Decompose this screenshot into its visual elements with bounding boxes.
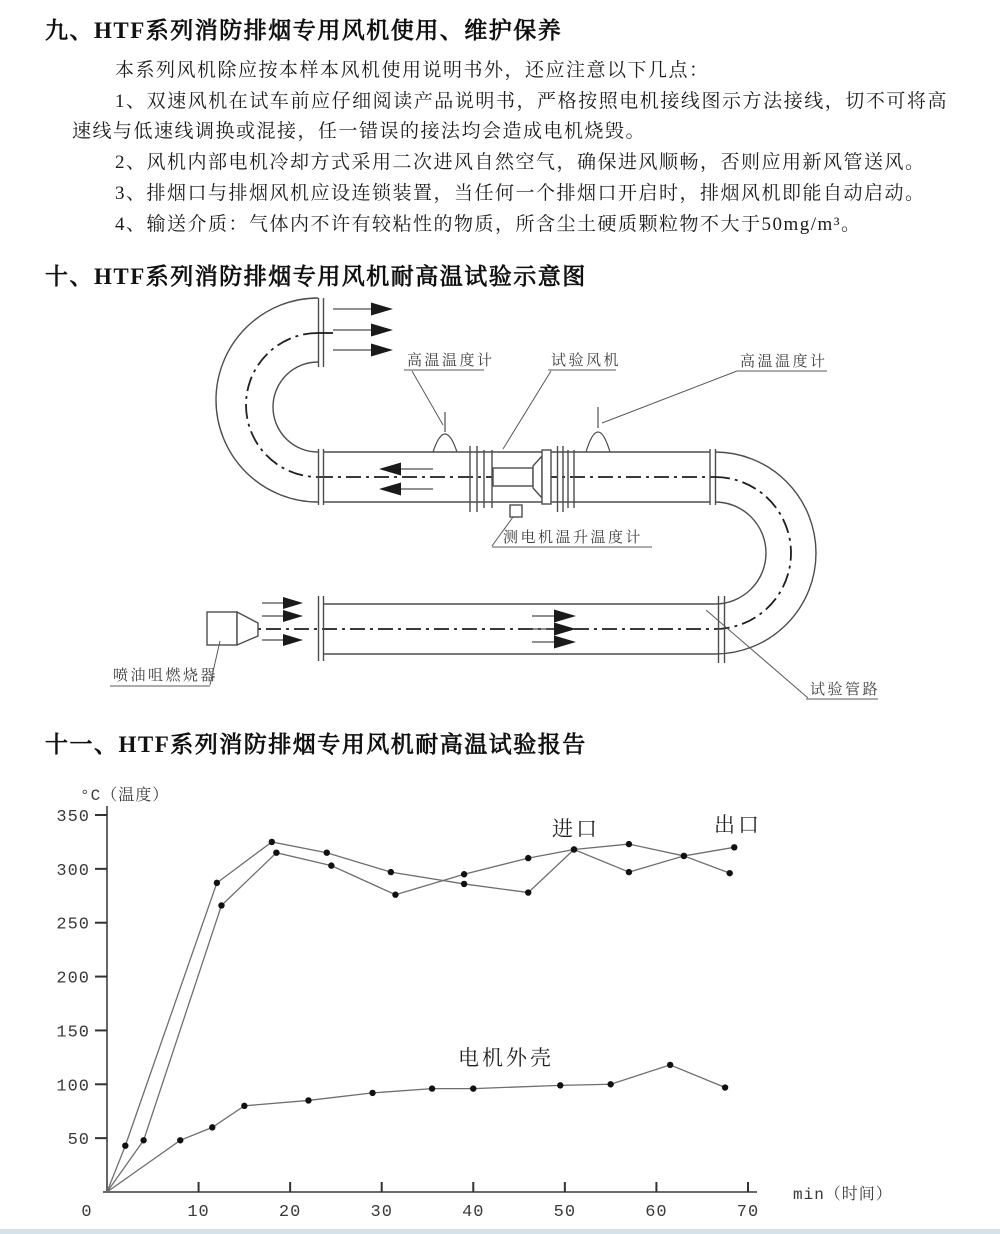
y-tick-label: 350 [56, 808, 90, 827]
thermometer-right-icon [586, 407, 610, 452]
x-tick-label: 10 [187, 1203, 210, 1222]
x-axis-title: min（时间） [793, 1186, 893, 1204]
data-point [273, 850, 279, 856]
data-point [461, 871, 467, 877]
data-point [209, 1124, 215, 1130]
svg-text:高温温度计: 高温温度计 [407, 353, 495, 369]
data-point [525, 889, 531, 895]
section9-intro: 本系列风机除应按本样本风机使用说明书外，还应注意以下几点： [115, 60, 710, 81]
x-tick-label: 0 [81, 1203, 93, 1222]
motor-temp-sensor-icon [510, 505, 522, 517]
series-line-2 [107, 1065, 725, 1192]
data-point [214, 880, 220, 886]
data-point [525, 855, 531, 861]
series-line-1 [107, 844, 734, 1192]
series-label-inlet: 进口 [552, 817, 600, 841]
data-point [470, 1085, 476, 1091]
usage-note-1: 1、双速风机在试车前应仔细阅读产品说明书，严格按照电机接线图示方法接线，切不可将高速线与低速线调换或混接，任一错误的接法均会造成电机烧毁。 [72, 91, 948, 142]
data-point [626, 841, 632, 847]
data-point [328, 862, 334, 868]
data-point [388, 869, 394, 875]
usage-note-4: 4、输送介质：气体内不许有较粘性的物质，所含尘土硬质颗粒物不大于50mg/m³。 [115, 214, 862, 235]
data-point [177, 1137, 183, 1143]
section9-text-block [72, 56, 948, 241]
svg-text:喷油咀燃烧器: 喷油咀燃烧器 [113, 668, 219, 684]
svg-text:试验风机: 试验风机 [551, 353, 622, 369]
temperature-test-chart [0, 770, 1000, 1234]
section11-title: 十一、HTF系列消防排烟专用风机耐高温试验报告 [45, 732, 587, 757]
data-point [324, 850, 330, 856]
svg-text:试验管路: 试验管路 [810, 682, 881, 698]
outlet-flow-arrows [333, 303, 393, 357]
right-bend [715, 452, 816, 654]
data-point [722, 1084, 728, 1090]
label-thermometer-left [404, 351, 495, 425]
data-point [557, 1082, 563, 1088]
x-tick-label: 50 [553, 1203, 577, 1222]
usage-note-3: 3、排烟口与排烟风机应设连锁装置，当任何一个排烟口开启时，排烟风机即能自动启动。 [115, 183, 926, 204]
middle-duct-flow-arrows [379, 463, 433, 496]
section10-title: 十、HTF系列消防排烟专用风机耐高温试验示意图 [45, 264, 587, 289]
section9-title: 九、HTF系列消防排烟专用风机使用、维护保养 [45, 18, 563, 43]
series-label-outlet: 出口 [714, 813, 762, 837]
data-point [731, 844, 737, 850]
svg-text:测电机温升温度计: 测电机温升温度计 [503, 530, 644, 546]
data-point [218, 902, 224, 908]
series-line-0 [107, 842, 730, 1192]
x-tick-label: 40 [462, 1203, 485, 1222]
label-test-fan [503, 352, 621, 449]
data-point [681, 853, 687, 859]
y-tick-label: 150 [56, 1023, 90, 1043]
page-bottom-edge [0, 1229, 1000, 1234]
y-tick-label: 100 [56, 1077, 90, 1097]
data-point [461, 881, 467, 887]
data-point [429, 1085, 435, 1091]
data-point [241, 1103, 247, 1109]
label-thermometer-right [602, 352, 828, 423]
data-point [392, 892, 398, 898]
data-point [269, 839, 275, 845]
data-point [305, 1097, 311, 1103]
data-point [626, 869, 632, 875]
x-tick-label: 70 [736, 1203, 760, 1222]
y-axis-title: °C（温度） [80, 787, 170, 805]
data-point [726, 870, 732, 876]
chart-plot-area [56, 806, 759, 1222]
x-tick-label: 30 [370, 1203, 393, 1222]
burner-flow-arrows [262, 597, 303, 646]
series-label-motor-casing: 电机外壳 [458, 1046, 554, 1070]
y-tick-label: 50 [67, 1131, 90, 1151]
data-point [369, 1090, 375, 1096]
data-point [667, 1062, 673, 1068]
data-point [122, 1142, 128, 1148]
usage-note-2: 2、风机内部电机冷却方式采用二次进风自然空气，确保进风顺畅，否则应用新风管送风。 [115, 152, 926, 173]
data-point [571, 846, 577, 852]
data-point [607, 1081, 613, 1087]
x-tick-label: 60 [645, 1203, 668, 1222]
test-rig-diagram [0, 290, 1000, 720]
y-tick-label: 300 [56, 861, 90, 881]
data-point [140, 1137, 146, 1143]
burner-icon [207, 612, 258, 645]
x-tick-label: 20 [278, 1203, 302, 1222]
thermometer-left-icon [433, 412, 457, 452]
y-tick-label: 200 [56, 969, 90, 989]
label-test-pipe [706, 610, 880, 699]
label-burner [110, 641, 220, 686]
label-motor-temp-sensor [492, 517, 652, 547]
svg-text:高温温度计: 高温温度计 [740, 354, 828, 370]
y-tick-label: 250 [56, 915, 90, 935]
bottom-duct-flow-arrows [532, 610, 576, 649]
